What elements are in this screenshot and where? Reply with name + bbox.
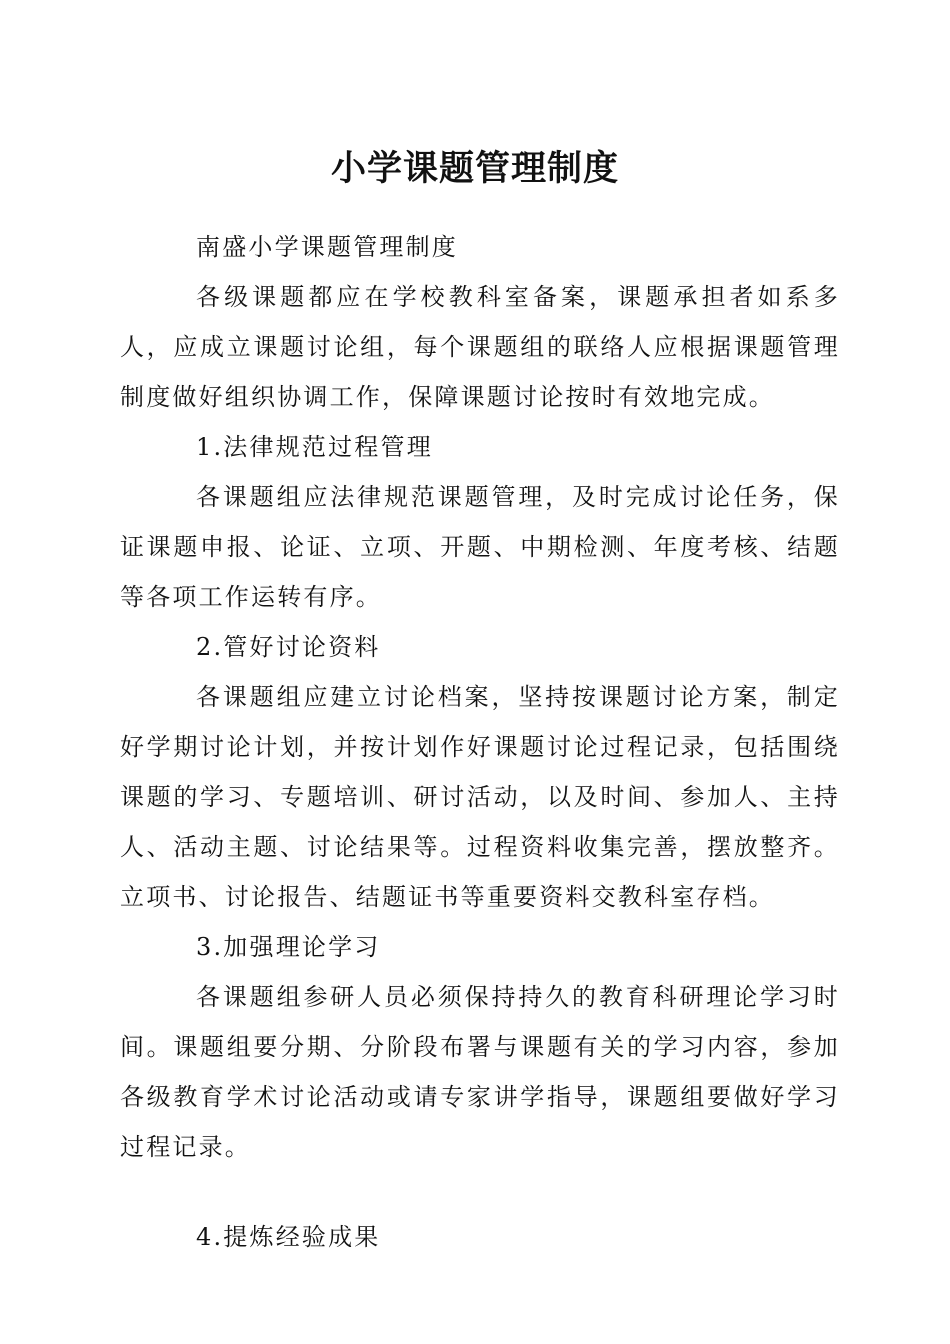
document-title: 小学课题管理制度: [330, 148, 619, 189]
section-paragraph-1: 各课题组应法律规范课题管理，及时完成讨论任务，保证课题申报、论证、立项、开题、中期检测、年度考核、结题等各项工作运转有序。: [120, 483, 840, 611]
section-heading-2: 2.管好讨论资料: [196, 633, 381, 661]
section-heading-1: 1.法律规范过程管理: [196, 433, 433, 461]
document-subtitle: 南盛小学课题管理制度: [196, 233, 458, 261]
section-heading-4: 4.提炼经验成果: [196, 1223, 381, 1251]
document-body: [120, 222, 840, 1262]
section-spacer: [120, 1172, 840, 1212]
section-paragraph-3: 各课题组参研人员必须保持持久的教育科研理论学习时间。课题组要分期、分阶段布署与课题有关的学习内容，参加各级教育学术讨论活动或请专家讲学指导，课题组要做好学习过程记录。: [120, 983, 840, 1161]
intro-paragraph: 各级课题都应在学校教科室备案，课题承担者如系多人，应成立课题讨论组，每个课题组的联络人应根据课题管理制度做好组织协调工作，保障课题讨论按时有效地完成。: [120, 283, 840, 411]
section-heading-3: 3.加强理论学习: [196, 933, 381, 961]
section-paragraph-2: 各课题组应建立讨论档案，坚持按课题讨论方案，制定好学期讨论计划，并按计划作好课题讨论过程记录，包括围绕课题的学习、专题培训、研讨活动，以及时间、参加人、主持人、活动主题、讨论结果等。过程资料收集完善，摆放整齐。立项书、讨论报告、结题证书等重要资料交教科室存档。: [120, 683, 840, 911]
